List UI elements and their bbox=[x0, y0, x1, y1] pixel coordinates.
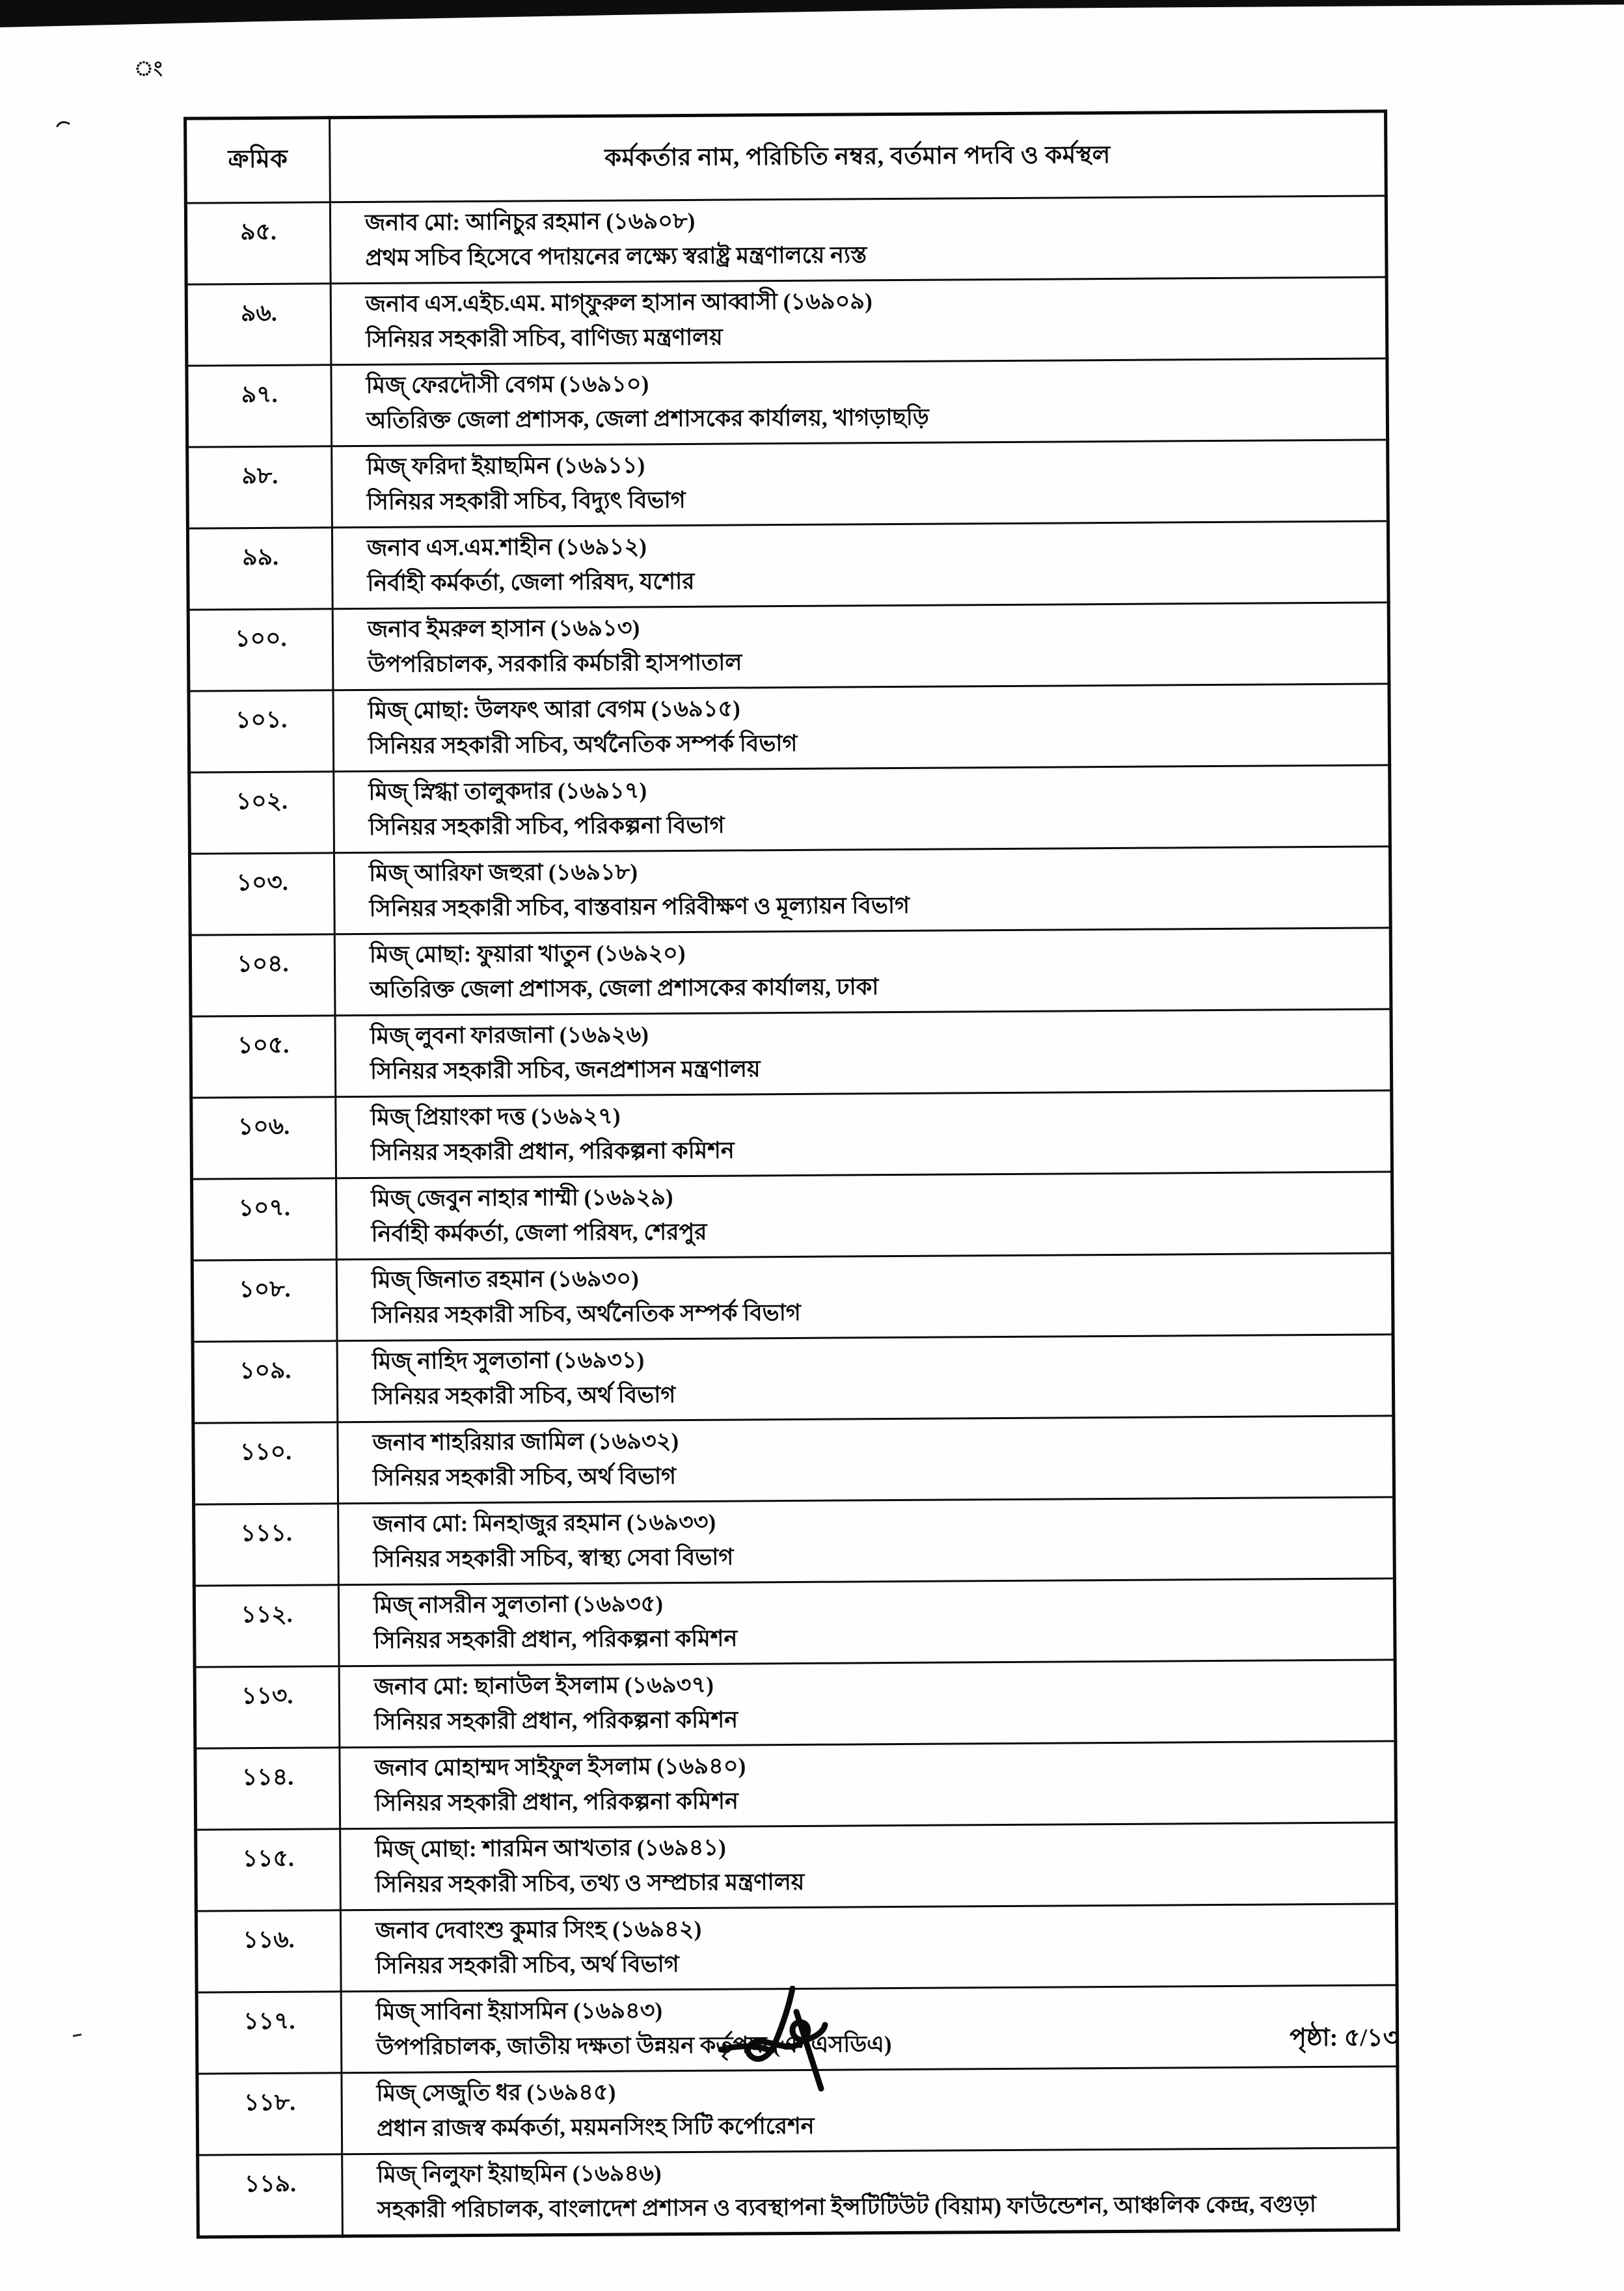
row-serial: ১০৬. bbox=[191, 1097, 336, 1179]
officer-position: উপপরিচালক, সরকারি কর্মচারী হাসপাতাল bbox=[368, 649, 742, 677]
row-details bbox=[334, 765, 1390, 853]
officer-position: সিনিয়র সহকারী সচিব, অর্থনৈতিক সম্পর্ক বিভাগ bbox=[368, 730, 798, 759]
officer-position: প্রধান রাজস্ব কর্মকর্তা, ময়মনসিংহ সিটি কর্পোরেশন bbox=[376, 2113, 815, 2141]
row-serial: ১১৮. bbox=[197, 2073, 342, 2155]
officer-position: সিনিয়র সহকারী সচিব, বিদ্যুৎ বিভাগ bbox=[366, 487, 686, 515]
row-details bbox=[336, 1091, 1392, 1178]
officer-position: সিনিয়র সহকারী সচিব, স্বাস্থ্য সেবা বিভাগ bbox=[373, 1544, 734, 1572]
table-row bbox=[191, 1091, 1392, 1179]
row-details bbox=[336, 1253, 1393, 1341]
row-serial: ১১২. bbox=[194, 1585, 339, 1667]
row-serial: ১০০. bbox=[188, 609, 333, 691]
row-serial: ৯৮. bbox=[187, 446, 332, 528]
officer-name: মিজ্ মোছা: উলফৎ আরা বেগম (১৬৯১৫) bbox=[368, 696, 740, 724]
officer-name: জনাব মো: মিনহাজুর রহমান (১৬৯৩৩) bbox=[373, 1509, 716, 1537]
row-details bbox=[337, 1335, 1394, 1422]
officer-position: সিনিয়র সহকারী সচিব, অর্থনৈতিক সম্পর্ক বিভাগ bbox=[372, 1299, 801, 1328]
stray-pen-mark bbox=[73, 2033, 82, 2038]
stray-pen-mark: ং bbox=[134, 57, 163, 80]
table-row bbox=[194, 1579, 1395, 1667]
table-row bbox=[187, 359, 1388, 447]
row-serial: ৯৫. bbox=[185, 202, 331, 284]
officer-position: নির্বাহী কর্মকর্তা, জেলা পরিষদ, যশোর bbox=[367, 568, 695, 596]
table-row bbox=[190, 928, 1391, 1016]
row-details bbox=[335, 1009, 1392, 1097]
officer-position: সিনিয়র সহকারী প্রধান, পরিকল্পনা কমিশন bbox=[370, 1137, 735, 1165]
officer-name: মিজ্ নিলুফা ইয়াছমিন (১৬৯৪৬) bbox=[377, 2160, 662, 2188]
scan-edge-artifact bbox=[0, 0, 1624, 27]
officer-position: সিনিয়র সহকারী সচিব, অর্থ বিভাগ bbox=[372, 1382, 676, 1409]
table-row bbox=[189, 684, 1390, 772]
officers-table bbox=[183, 109, 1400, 2238]
officer-name: মিজ্ মোছা: ফুয়ারা খাতুন (১৬৯২০) bbox=[369, 940, 686, 968]
row-details bbox=[338, 1497, 1395, 1585]
officer-name: জনাব মোহাম্মদ সাইফুল ইসলাম (১৬৯৪০) bbox=[374, 1753, 746, 1781]
officer-position: সিনিয়র সহকারী প্রধান, পরিকল্পনা কমিশন bbox=[373, 1625, 738, 1653]
officer-name: মিজ্ সেজুতি ধর (১৬৯৪৫) bbox=[376, 2079, 616, 2106]
row-details bbox=[331, 359, 1388, 446]
officer-position: অতিরিক্ত জেলা প্রশাসক, জেলা প্রশাসকের কার্যালয়, খাগড়াছড়ি bbox=[366, 404, 929, 433]
officer-position: সিনিয়র সহকারী প্রধান, পরিকল্পনা কমিশন bbox=[374, 1707, 738, 1735]
officer-name: জনাব ইমরুল হাসান (১৬৯১৩) bbox=[367, 615, 640, 642]
officer-position: সিনিয়র সহকারী সচিব, অর্থ বিভাগ bbox=[372, 1463, 677, 1491]
row-serial: ১১১. bbox=[194, 1504, 339, 1586]
row-serial: ১১০. bbox=[193, 1422, 338, 1504]
officer-name: মিজ্ প্রিয়াংকা দত্ত (১৬৯২৭) bbox=[370, 1103, 621, 1130]
officer-name: জনাব মো: ছানাউল ইসলাম (১৬৯৩৭) bbox=[373, 1672, 714, 1700]
table-header-row bbox=[185, 111, 1387, 203]
handwritten-signature bbox=[713, 1986, 869, 2116]
row-serial: ১০৪. bbox=[190, 934, 335, 1016]
row-details bbox=[331, 277, 1387, 365]
row-details bbox=[342, 2148, 1399, 2236]
officer-position: প্রথম সচিব হিসেবে পদায়নের লক্ষ্যে স্বরাষ্ট্র মন্ত্রণালয়ে ন্যস্ত bbox=[365, 242, 867, 271]
row-details bbox=[336, 1172, 1393, 1260]
row-serial: ১০৫. bbox=[191, 1016, 336, 1098]
row-serial: ৯৯. bbox=[187, 528, 332, 610]
table-row bbox=[189, 765, 1390, 854]
table-row bbox=[187, 521, 1388, 610]
row-details bbox=[340, 1741, 1396, 1829]
officer-name: মিজ্ আরিফা জহুরা (১৬৯১৮) bbox=[369, 859, 638, 886]
row-details bbox=[333, 684, 1390, 772]
officer-name: মিজ্ নাসরীন সুলতানা (১৬৯৩৫) bbox=[373, 1591, 664, 1618]
row-serial: ১০৩. bbox=[189, 853, 334, 935]
officer-position: সিনিয়র সহকারী সচিব, পরিকল্পনা বিভাগ bbox=[368, 812, 725, 840]
officer-name: জনাব দেবাংশু কুমার সিংহ (১৬৯৪২) bbox=[375, 1916, 702, 1944]
officer-position: সিনিয়র সহকারী সচিব, বাস্তবায়ন পরিবীক্ষণ ও মূল্যায়ন বিভাগ bbox=[369, 892, 910, 921]
officer-name: মিজ্ লুবনা ফারজানা (১৬৯২৬) bbox=[370, 1022, 649, 1049]
row-serial: ১১৩. bbox=[195, 1666, 340, 1748]
table-row bbox=[196, 1904, 1397, 1992]
table-row bbox=[191, 1009, 1392, 1098]
row-details bbox=[340, 1904, 1397, 1992]
table-row bbox=[193, 1416, 1394, 1504]
row-details bbox=[334, 928, 1391, 1016]
officer-position: সিনিয়র সহকারী সচিব, অর্থ বিভাগ bbox=[375, 1951, 679, 1979]
officer-position: সিনিয়র সহকারী সচিব, জনপ্রশাসন মন্ত্রণালয় bbox=[370, 1056, 761, 1084]
row-serial: ১১৭. bbox=[196, 1992, 342, 2074]
row-details bbox=[330, 196, 1387, 284]
row-serial: ১০২. bbox=[189, 772, 334, 854]
row-details bbox=[334, 847, 1390, 934]
header-details: কর্মকর্তার নাম, পরিচিতি নম্বর, বর্তমান পদবি ও কর্মস্থল bbox=[330, 111, 1387, 202]
row-details bbox=[340, 1823, 1397, 1910]
table-row bbox=[198, 2148, 1399, 2237]
table-row bbox=[195, 1741, 1396, 1830]
officer-position: সিনিয়র সহকারী সচিব, বাণিজ্য মন্ত্রণালয় bbox=[366, 324, 723, 352]
table-row bbox=[194, 1497, 1395, 1586]
officer-name: মিজ্ স্নিগ্ধা তালুকদার (১৬৯১৭) bbox=[368, 778, 647, 805]
table-row bbox=[185, 196, 1387, 284]
row-details bbox=[332, 603, 1389, 690]
officer-position: সিনিয়র সহকারী প্রধান, পরিকল্পনা কমিশন bbox=[374, 1788, 738, 1816]
header-serial: ক্রমিক bbox=[185, 118, 331, 203]
table-row bbox=[192, 1253, 1393, 1342]
table-row bbox=[193, 1335, 1394, 1423]
row-serial: ১১৬. bbox=[196, 1910, 341, 1992]
row-serial: ১০৮. bbox=[192, 1260, 337, 1342]
row-serial: ৯৭. bbox=[187, 365, 332, 447]
table-row bbox=[189, 847, 1390, 935]
officer-position: সহকারী পরিচালক, বাংলাদেশ প্রশাসন ও ব্যবস্থাপনা ইন্সটিটিউট (বিয়াম) ফাউন্ডেশন, আঞ্চলিক কেন্দ্র, বগুড়া bbox=[377, 2191, 1316, 2223]
table-row bbox=[192, 1172, 1393, 1260]
officer-position: অতিরিক্ত জেলা প্রশাসক, জেলা প্রশাসকের কার্যালয়, ঢাকা bbox=[370, 974, 879, 1003]
row-serial: ৯৬. bbox=[186, 284, 331, 366]
table-row bbox=[186, 277, 1387, 366]
table-row bbox=[196, 1823, 1397, 1911]
officer-name: জনাব মো: আনিচুর রহমান (১৬৯০৮) bbox=[364, 208, 696, 236]
officer-name: জনাব এস.এইচ.এম. মাগ্‌ফুরুল হাসান আব্বাসী (১৬৯০৯) bbox=[365, 288, 873, 317]
officer-name: মিজ্ ফেরদৌসী বেগম (১৬৯১০) bbox=[366, 371, 649, 398]
row-serial: ১১৪. bbox=[195, 1748, 340, 1830]
row-serial: ১০৭. bbox=[192, 1178, 337, 1260]
row-serial: ১০১. bbox=[189, 690, 334, 772]
officer-name: মিজ্ নাহিদ সুলতানা (১৬৯৩১) bbox=[372, 1347, 645, 1374]
officer-name: মিজ্ সাবিনা ইয়াসমিন (১৬৯৪৩) bbox=[375, 1998, 663, 2025]
officer-name: জনাব শাহরিয়ার জামিল (১৬৯৩২) bbox=[372, 1428, 679, 1456]
row-serial: ১১৯. bbox=[198, 2154, 343, 2237]
page-number: পৃষ্ঠা: ৫/১৩ bbox=[1290, 2024, 1400, 2052]
row-details bbox=[332, 440, 1388, 528]
row-details bbox=[341, 1985, 1398, 2073]
officer-position: নির্বাহী কর্মকর্তা, জেলা পরিষদ, শেরপুর bbox=[371, 1219, 707, 1247]
row-details bbox=[338, 1416, 1394, 1504]
officer-position: সিনিয়র সহকারী সচিব, তথ্য ও সম্প্রচার মন্ত্রণালয় bbox=[375, 1869, 805, 1897]
stray-pen-mark bbox=[56, 118, 70, 128]
table-row bbox=[188, 603, 1389, 691]
row-details bbox=[332, 521, 1388, 609]
officer-name: মিজ্ জেবুন নাহার শাম্মী (১৬৯২৯) bbox=[371, 1184, 673, 1212]
officer-name: মিজ্ জিনাত রহমান (১৬৯৩০) bbox=[371, 1266, 639, 1293]
officer-name: মিজ্ মোছা: শারমিন আখতার (১৬৯৪১) bbox=[375, 1834, 726, 1862]
row-details bbox=[339, 1660, 1396, 1748]
row-serial: ১১৫. bbox=[196, 1829, 341, 1911]
table-row bbox=[195, 1660, 1396, 1748]
row-details bbox=[342, 2067, 1398, 2154]
officer-name: মিজ্ ফরিদা ইয়াছমিন (১৬৯১১) bbox=[366, 452, 645, 480]
table-body bbox=[185, 196, 1398, 2237]
row-serial: ১০৯. bbox=[193, 1341, 338, 1423]
officer-position: উপপরিচালক, জাতীয় দক্ষতা উন্নয়ন কর্তৃপক্ষ (এনএসডিএ) bbox=[376, 2031, 892, 2060]
officer-name: জনাব এস.এম.শাহীন (১৬৯১২) bbox=[366, 534, 647, 561]
row-details bbox=[338, 1579, 1395, 1666]
table-row bbox=[187, 440, 1388, 528]
